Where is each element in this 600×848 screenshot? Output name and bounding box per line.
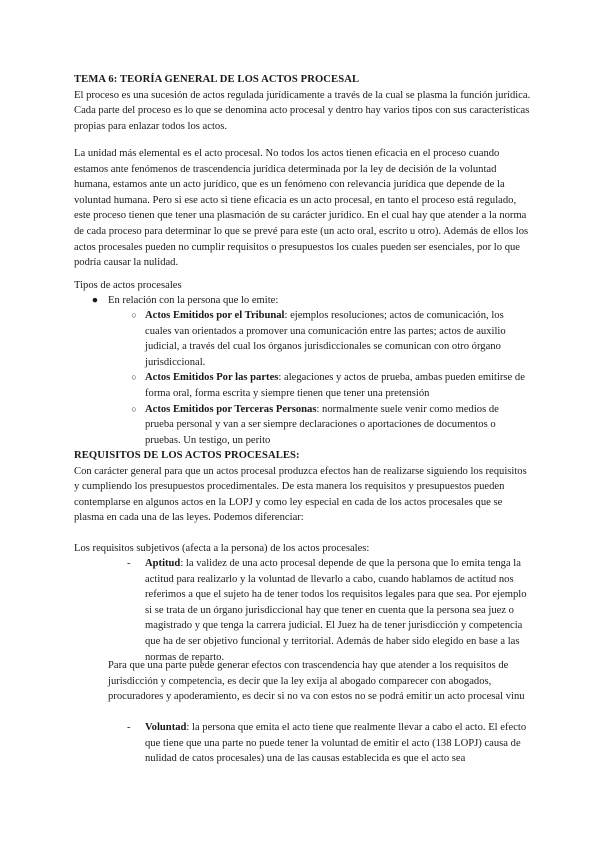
parte-paragraph: Para que una parte puede generar efectos con trascendencia hay que atender a los requisitos de jurisdicción y competencia, es decir que la ley exija al abogado comparecer con abogados, procuradores y apoderamiento, es decir si no va con estos no se podrá emitir un acto procesal vinu bbox=[108, 660, 525, 703]
circle-bullet-icon: ○ bbox=[131, 310, 137, 320]
list-item: - Voluntad: la persona que emita el acto tiene que realmente llevar a cabo el acto. El efecto que tiene que una parte no puede tener la voluntad de emitir el acto (138 LOPJ) causa de nulidad de catos procesales) una de las causas establecida es que el acto sea bbox=[127, 722, 527, 765]
list-item: ○ Actos Emitidos Por las partes: alegaciones y actos de prueba, ambas pueden emitirse de forma oral, forma escrita y siempre tienen que tener una pretensión bbox=[145, 370, 529, 401]
term: Actos Emitidos Por las partes bbox=[145, 372, 279, 384]
intro-paragraph: El proceso es una sucesión de actos regulada jurídicamente a través de la cual se plasma la función jurídica. Cada parte del proceso es lo que se denomina acto procesal y dentro hay varios tipos con sus características propias para enlazar todos los actos. bbox=[74, 89, 531, 132]
list-item: ○ Actos Emitidos por Terceras Personas: normalmente suele venir como medios de prueba personal y van a ser siempre declaraciones o aportaciones de documentos o pruebas. Un testigo, un perito bbox=[145, 402, 529, 449]
term: Actos Emitidos por Terceras Personas bbox=[145, 403, 317, 415]
circle-bullet-icon: ○ bbox=[131, 403, 137, 414]
term: Voluntad bbox=[145, 722, 187, 733]
requisitos-paragraph: Con carácter general para que un actos procesal produzca efectos han de realizarse siguiendo los requisitos y cumpliendo los presupuestos procedimentales. De esta manera los requisitos y presupuestos pueden contemplarse en algunos actos en la LOPJ y como ley especial en cada de los actos procesales que se plasma en cada una de las leyes. Podemos diferenciar: bbox=[74, 465, 527, 524]
list-item: ● En relación con la persona que lo emite: bbox=[108, 293, 528, 309]
sub-list bbox=[131, 308, 529, 448]
dash-icon: - bbox=[127, 558, 131, 569]
requisitos-section bbox=[74, 448, 534, 526]
dash-icon: - bbox=[127, 722, 131, 733]
section-heading: REQUISITOS DE LOS ACTOS PROCESALES: bbox=[74, 450, 300, 461]
bullet-list bbox=[91, 293, 528, 309]
voluntad-item bbox=[127, 720, 529, 767]
list-item: ○ Actos Emitidos por el Tribunal: ejemplos resoluciones; actos de comunicación, los cuales van orientados a promover una comunicación entre las partes; actos de auxilio judicial, a través del cual los órganos jurisdiccionales se comunican con otro órgano jurisdiccional. bbox=[145, 308, 529, 370]
subjective-heading: Los requisitos subjetivos (afecta a la persona) de los actos procesales: bbox=[74, 543, 370, 554]
term: Aptitud bbox=[145, 558, 181, 569]
unit-paragraph: La unidad más elemental es el acto procesal. No todos los actos tienen eficacia en el proceso cuando estamos ante fenómenos de trascendencia jurídica determinada por la ley de decisión de la voluntad humana, estamos ante un acto jurídico, que es un fenómeno con relevancia jurídica que depende de la voluntad humana. Pero si ese acto si tiene eficacia es un acto procesal, en tanto el proceso está regulado, este proceso tienen que tener una plasmación de su carácter jurídico. En el cual hay que atender a la norma de cada proceso para determinar lo que se prevé para este (un acto oral, escrito u otro). Además de ellos los actos procesales pueden no cumplir requisitos o presupuestos los cuales pueden ser esenciales, por lo que podría causar la nulidad. bbox=[74, 148, 529, 269]
term: Actos Emitidos por el Tribunal bbox=[145, 310, 285, 321]
types-heading: Tipos de actos procesales bbox=[74, 280, 182, 291]
tema-section bbox=[74, 72, 534, 134]
aptitud-item bbox=[127, 556, 529, 665]
list-item: - Aptitud: la validez de una acto procesal depende de que la persona que lo emita tenga la actitud para realizarlo y la voluntad de llevarlo a cabo, cuando hablamos de actitud nos referimos a que el sujeto ha de tener todos los requisitos legales para que sea. Por ejemplo si se trata de un órgano jurisdiccional hay que tener en cuenta que la persona sea juez o magistrado y que tenga la carrera judicial. El Juez ha de tener jurisdicción y competencia que ha de ser objetivo funcional y territorial. Además de haber sido elegido en base a las normas de reparto. bbox=[127, 558, 527, 663]
bullet-icon: ● bbox=[91, 295, 99, 306]
document-title: TEMA 6: TEORÍA GENERAL DE LOS ACTOS PROCESAL bbox=[74, 74, 360, 85]
circle-bullet-icon: ○ bbox=[131, 372, 137, 383]
